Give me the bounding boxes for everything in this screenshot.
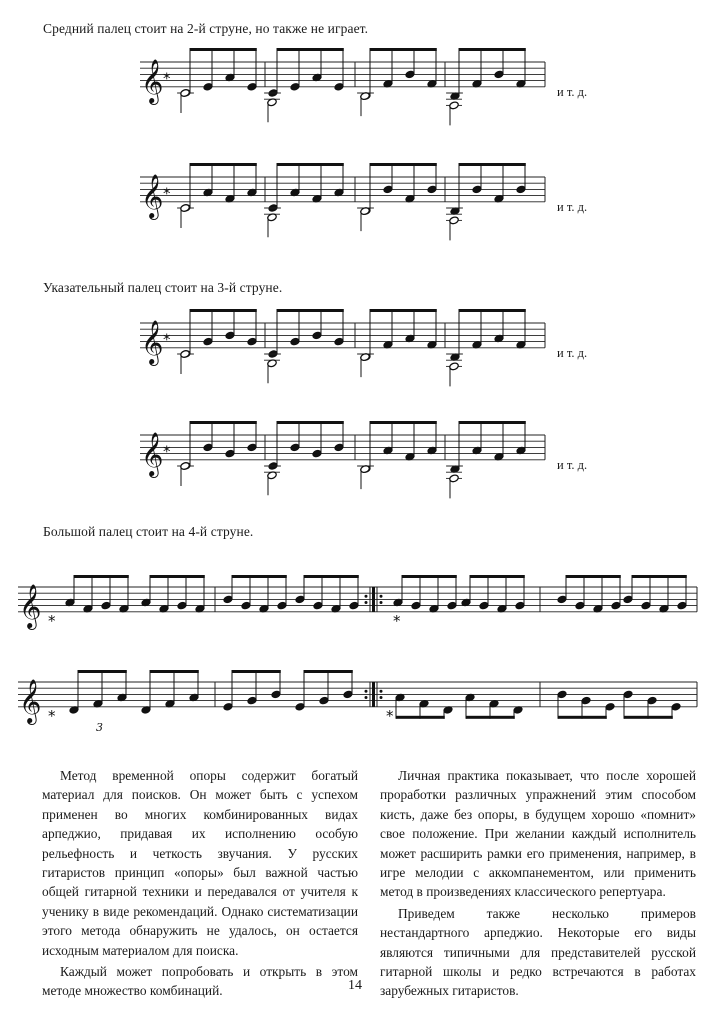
treble-clef: 𝄞 [141, 319, 164, 364]
rest-marker: * [163, 330, 171, 349]
rest-marker: * [163, 442, 171, 461]
paragraph: Метод временной опоры содержит богатый материал для поисков. Он может быть с успехом применен во многих комбинированных видах арпеджио, придавая их исполнению особую рельефность и четкость звучания. У русских гитаристов принцип «опоры» был важной частью общей гитарной техники и передавался от учителя к ученику в виде рекомендаций. Однако систематизации этого метода обнаружить не удалось, он остается исходным материалом для поиска. [42, 768, 358, 958]
page-number: 14 [348, 978, 362, 993]
note-beam [150, 670, 199, 673]
body-column-right [380, 766, 696, 1001]
note-beam [304, 670, 353, 673]
triplet-mark: 3 [96, 720, 103, 734]
rest-marker: * [48, 706, 56, 725]
treble-clef: 𝄞 [19, 583, 42, 628]
treble-clef: 𝄞 [141, 431, 164, 476]
treble-clef: 𝄞 [141, 173, 164, 218]
rest-marker: * [48, 611, 56, 630]
repeat-dot [380, 696, 383, 699]
paragraph: Каждый может попробовать и открыть в этом методе множество комбинаций. [42, 964, 358, 999]
paragraph: Приведем также несколько примеров нестандартного арпеджио. Некоторые его виды являются типичными для представителей русской гитарной школы и редко встречаются в работах зарубежных гитаристов. [380, 905, 696, 999]
continuation-label-4: и т. д. [557, 458, 588, 472]
repeat-dot [365, 696, 368, 699]
repeat-dot [380, 690, 383, 693]
body-column-left [42, 766, 358, 1001]
treble-clef: 𝄞 [19, 678, 42, 723]
heading-index-finger: Указательный палец стоит на 3-й струне. [43, 280, 283, 295]
rest-marker: * [386, 706, 394, 725]
heading-middle-finger: Средний палец стоит на 2-й струне, но также не играет. [43, 21, 369, 36]
note-beam [396, 716, 445, 719]
rest-marker: * [163, 69, 171, 88]
continuation-label-2: и т. д. [557, 200, 588, 214]
paragraph: Личная практика показывает, что после хорошей проработки различных упражнений этим способом кисть, даже без опоры, в будущем хорошо «помнит» свое положение. При желании каждый исполнитель может расширить рамки его применения, например, в игре мелодии с аккомпанементом, или применить метод в произведениях классического репертуара. [380, 768, 696, 900]
note-beam [232, 670, 281, 673]
continuation-label-3: и т. д. [557, 346, 588, 360]
note-beam [78, 670, 127, 673]
note-beam [624, 716, 673, 719]
rest-marker: * [163, 184, 171, 203]
note-beam [466, 716, 515, 719]
rest-marker: * [393, 611, 401, 630]
note-beam [558, 716, 607, 719]
barline-thick [372, 682, 375, 707]
continuation-label-1: и т. д. [557, 85, 588, 99]
heading-thumb: Большой палец стоит на 4-й струне. [43, 524, 254, 539]
treble-clef: 𝄞 [141, 58, 164, 103]
repeat-dot [365, 690, 368, 693]
